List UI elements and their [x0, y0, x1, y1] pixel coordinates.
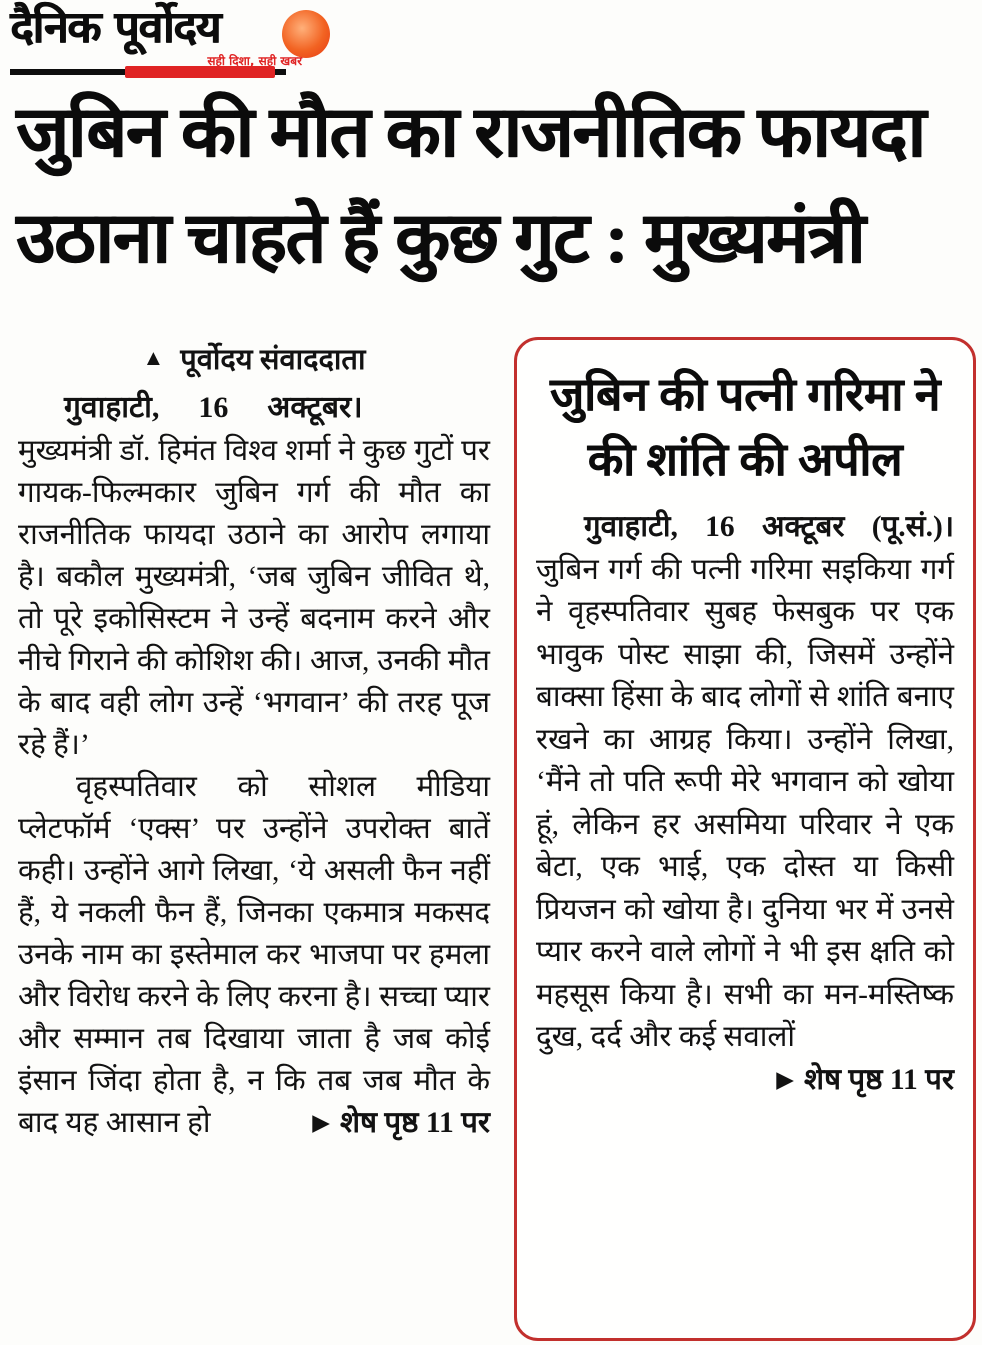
masthead-logo	[10, 2, 350, 68]
byline	[18, 338, 490, 380]
continuation-text: शेष पृष्ठ 11 पर	[803, 1063, 954, 1096]
continuation-arrow-icon: ▶	[312, 1110, 330, 1135]
continuation-note	[728, 1059, 954, 1102]
boxed-article-headline: जुबिन की पत्नी गरिमा ने की शांति की अपील	[549, 369, 941, 485]
main-headline	[16, 80, 970, 292]
headline-line-2: उठाना चाहते हैं कुछ गुट : मुख्यमंत्री	[16, 200, 865, 278]
boxed-article	[514, 337, 976, 1341]
article-paragraph	[18, 766, 490, 1144]
boxed-paragraph-text: जुबिन गर्ग की पत्नी गरिमा सइकिया गर्ग ने वृहस्पतिवार सुबह फेसबुक पर एक भावुक पोस्ट साझा की, जिसमें उन्होंने बाक्सा हिंसा के बाद लोगों से शांति बनाए रखने का आग्रह किया। उन्होंने लिखा, ‘मैंने तो पति रूपी मेरे भगवान को खोया हूं, लेकिन हर असमिया परिवार ने एक बेटा, एक भाई, एक दोस्त या किसी प्रियजन को खोया है। दुनिया भर में उनसे प्यार करने वाले लोगों ने भी इस क्षति को महसूस किया है। सभी का मन-मस्तिष्क दुख, दर्द और कई सवालों	[536, 553, 954, 1053]
byline-text: पूर्वोदय संवाददाता	[180, 344, 366, 376]
continuation-note	[254, 1102, 490, 1144]
article-paragraph: मुख्यमंत्री डॉ. हिमंत विश्व शर्मा ने कुछ गुटों पर गायक-फिल्मकार जुबिन गर्ग की मौत का राजनीतिक फायदा उठाने का आरोप लगाया है। बकौल मुख्यमंत्री, ‘जब जुबिन जीवित थे, तो पूरे इकोसिस्टम ने उन्हें बदनाम करने और नीचे गिराने की कोशिश की। आज, उनकी मौत के बाद वही लोग उन्हें ‘भगवान’ की तरह पूज रहे हैं।’	[18, 435, 490, 761]
boxed-dateline: गुवाहाटी, 16 अक्टूबर (पू.सं.)।	[584, 511, 954, 543]
paragraph-text: वृहस्पतिवार को सोशल मीडिया प्लेटफॉर्म ‘एक्स’ पर उन्होंने उपरोक्त बातें कही। उन्होंने आगे लिखा, ‘ये असली फैन नहीं हैं, ये नकली फैन हैं, जिनका एकमात्र मकसद उनके नाम का इस्तेमाल कर भाजपा पर हमला और विरोध करने के लिए करना है। सच्चा प्यार और सम्मान तब दिखाया जाता है जब कोई इंसान जिंदा होता है, न कि तब जब मौत के बाद यह आसान हो	[18, 771, 490, 1139]
dateline: गुवाहाटी, 16 अक्टूबर।	[64, 391, 363, 424]
headline-line-1: जुबिन की मौत का राजनीतिक फायदा	[16, 94, 925, 172]
newspaper-title: दैनिक पूर्वोदय	[10, 2, 221, 53]
masthead-tagline: सही दिशा, सही खबर	[207, 54, 302, 68]
continuation-arrow-icon: ▶	[776, 1066, 794, 1092]
byline-triangle-icon: ▲	[142, 345, 165, 370]
masthead-rule	[10, 69, 286, 75]
continuation-text: शेष पृष्ठ 11 पर	[339, 1107, 490, 1139]
left-article	[18, 338, 490, 1144]
boxed-article-body	[536, 506, 954, 1096]
